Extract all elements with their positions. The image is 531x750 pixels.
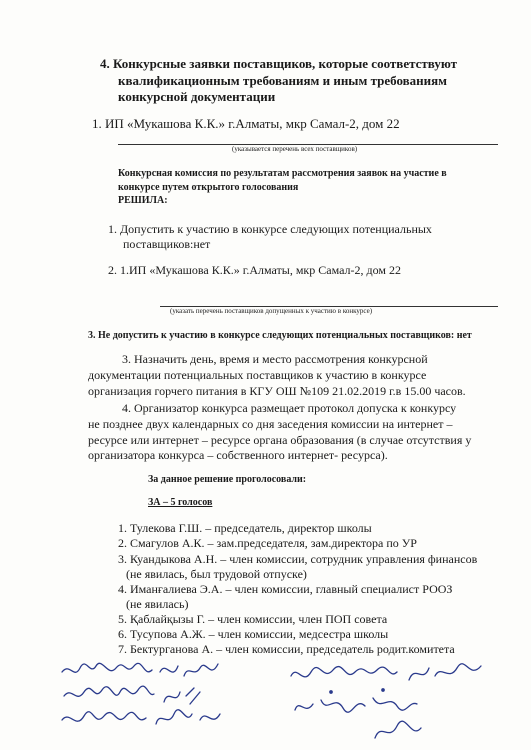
voting-heading: За данное решение проголосовали: <box>148 474 307 485</box>
member-item: 3. Куандыкова А.Н. – член комиссии, сотрудник управления финансов <box>118 552 478 566</box>
section4-heading-line3: конкурсной документации <box>118 89 276 104</box>
decided-label: РЕШИЛА: <box>118 195 168 206</box>
handwritten-signatures-right <box>285 660 505 745</box>
paragraph4-line1: 4. Организатор конкурса размещает протокол допуска к конкурсу <box>122 401 457 415</box>
paragraph4-line2: не позднее двух календарных со дня заседения комиссии на интернет – <box>88 417 453 431</box>
votes-for: ЗА – 5 голосов <box>148 497 213 508</box>
handwritten-signatures-left <box>60 658 260 738</box>
member-item: 4. Иманғалиева Э.А. – член комиссии, главный специалист РООЗ <box>118 582 453 596</box>
paragraph3-line2: документации потенциальных поставщиков к участию в конкурсе <box>88 368 427 382</box>
caption-all-suppliers: (указывается перечень всех поставщиков) <box>232 145 358 153</box>
point3-not-admitted: 3. Не допустить к участию в конкурсе следующих потенциальных поставщиков: нет <box>88 330 472 341</box>
member-item: 1. Тулекова Г.Ш. – председатель, директор школы <box>118 521 372 535</box>
member-note: (не явилась) <box>126 597 189 611</box>
member-item: 6. Тусупова А.Ж. – член комиссии, медсестра школы <box>118 627 389 641</box>
section4-heading-line2: квалификационным требованиям и иным требованиям <box>118 73 448 88</box>
decision1-line2: поставщиков:нет <box>123 237 211 251</box>
member-item: 2. Смагулов А.К. – зам.председателя, зам.директора по УР <box>118 536 417 550</box>
decision1-line1: 1. Допустить к участию в конкурсе следующих потенциальных <box>108 222 432 236</box>
paragraph3-line3: организация горчего питания в КГУ ОШ №109 21.02.2019 г.в 15.00 часов. <box>88 384 466 398</box>
paragraph4-line4: организатора конкурса – собственного интернет- ресурса). <box>88 448 388 462</box>
section4-item: 1. ИП «Мукашова К.К.» г.Алматы, мкр Самал-2, дом 22 <box>92 116 400 131</box>
member-item: 7. Бектурганова А. – член комиссии, председатель родит.комитета <box>118 642 455 656</box>
member-item: 5. Қаблайқызы Г. – член комиссии, член ПОП совета <box>118 612 388 626</box>
member-note: (не явилась, был трудовой отпуске) <box>126 567 307 581</box>
commission-line1: Конкурсная комиссия по результатам рассмотрения заявок на участие в <box>118 168 447 179</box>
commission-line2: конкурсе путем открытого голосования <box>118 182 299 193</box>
caption-admitted-suppliers: (указать перечень поставщиков допущенных к участию в конкурсе) <box>170 307 373 315</box>
paragraph4-line3: ресурсе или интернет – ресурсе органа образования (в случае отсутствия у <box>88 433 472 447</box>
decision2: 2. 1.ИП «Мукашова К.К.» г.Алматы, мкр Самал-2, дом 22 <box>108 263 401 277</box>
section4-heading-line1: 4. Конкурсные заявки поставщиков, которые соответствуют <box>100 56 458 71</box>
paragraph3-line1: 3. Назначить день, время и место рассмотрения конкурсной <box>122 352 428 366</box>
